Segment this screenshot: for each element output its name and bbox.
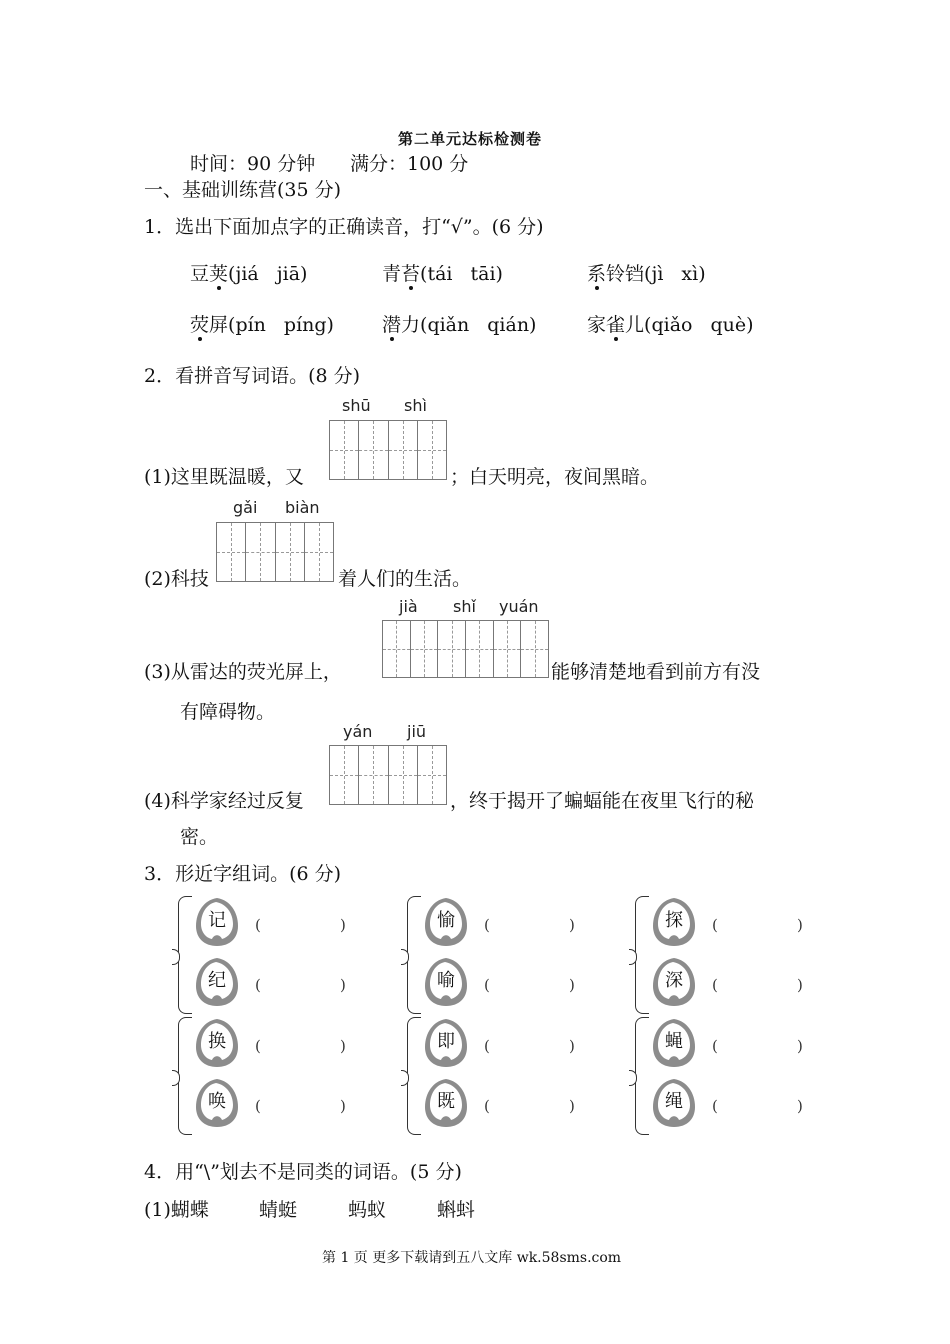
tianzi-grid[interactable]	[216, 522, 334, 582]
peach-character	[649, 1015, 699, 1071]
q2-sentence-cont: 密。	[180, 826, 219, 848]
answer-blank-close[interactable]: )	[340, 1037, 346, 1055]
full-score: 满分：100 分	[350, 153, 469, 175]
page-title: 第二单元达标检测卷	[398, 130, 543, 148]
peach-character	[649, 954, 699, 1010]
answer-blank-open[interactable]: (	[712, 976, 718, 994]
pinyin: jiū	[407, 722, 427, 741]
peach-character	[192, 954, 242, 1010]
answer-blank-open[interactable]: (	[712, 1037, 718, 1055]
q1-item: 系铃铛(jì xì)	[587, 263, 706, 285]
answer-blank-open[interactable]: (	[484, 1097, 490, 1115]
character-label: 愉	[437, 910, 455, 931]
peach-character	[192, 1015, 242, 1071]
answer-blank-close[interactable]: )	[340, 1097, 346, 1115]
peach-character	[421, 894, 471, 950]
pinyin: biàn	[285, 498, 320, 517]
group-bracket	[178, 896, 192, 1014]
answer-blank-close[interactable]: )	[569, 916, 575, 934]
answer-blank-open[interactable]: (	[255, 1037, 261, 1055]
peach-character	[649, 1075, 699, 1131]
character-label: 探	[665, 910, 683, 931]
pinyin: yán	[343, 722, 373, 741]
q2-sentence-before: (1)这里既温暖，又	[144, 466, 304, 488]
answer-blank-open[interactable]: (	[712, 1097, 718, 1115]
answer-blank-open[interactable]: (	[255, 1097, 261, 1115]
answer-blank-open[interactable]: (	[712, 916, 718, 934]
q4-prompt: 4．用“\”划去不是同类的词语。(5 分)	[144, 1161, 462, 1183]
group-bracket	[635, 1017, 649, 1135]
answer-blank-close[interactable]: )	[569, 976, 575, 994]
q4-word[interactable]: (1)蝴蝶	[144, 1199, 209, 1221]
group-bracket	[407, 896, 421, 1014]
tianzi-grid[interactable]	[329, 745, 447, 805]
q2-sentence-before: (2)科技	[144, 568, 209, 590]
pinyin: shì	[404, 396, 427, 415]
q3-prompt: 3．形近字组词。(6 分)	[144, 863, 342, 885]
answer-blank-open[interactable]: (	[255, 916, 261, 934]
answer-blank-close[interactable]: )	[569, 1037, 575, 1055]
group-bracket	[407, 1017, 421, 1135]
character-label: 即	[437, 1031, 455, 1052]
answer-blank-close[interactable]: )	[797, 976, 803, 994]
character-label: 绳	[665, 1091, 683, 1112]
peach-character	[192, 894, 242, 950]
character-label: 蝇	[665, 1031, 683, 1052]
q2-prompt: 2．看拼音写词语。(8 分)	[144, 365, 361, 387]
pinyin: gǎi	[233, 498, 258, 517]
character-label: 深	[665, 970, 683, 991]
time-limit: 时间：90 分钟	[190, 153, 316, 175]
q2-sentence-before: (3)从雷达的荧光屏上，	[144, 661, 342, 683]
character-label: 换	[208, 1031, 226, 1052]
answer-blank-open[interactable]: (	[484, 916, 490, 934]
answer-blank-open[interactable]: (	[484, 1037, 490, 1055]
q2-sentence-before: (4)科学家经过反复	[144, 790, 304, 812]
answer-blank-open[interactable]: (	[484, 976, 490, 994]
q4-word[interactable]: 蚂蚁	[348, 1199, 387, 1221]
answer-blank-close[interactable]: )	[569, 1097, 575, 1115]
answer-blank-close[interactable]: )	[797, 1037, 803, 1055]
character-label: 喻	[437, 970, 455, 991]
q1-item: 青苔(tái tāi)	[382, 263, 503, 285]
answer-blank-close[interactable]: )	[797, 916, 803, 934]
character-label: 既	[437, 1091, 455, 1112]
q1-prompt: 1．选出下面加点字的正确读音，打“√”。(6 分)	[144, 216, 544, 238]
peach-character	[421, 1075, 471, 1131]
group-bracket	[635, 896, 649, 1014]
pinyin: shū	[342, 396, 371, 415]
tianzi-grid[interactable]	[329, 420, 447, 480]
character-label: 唤	[208, 1091, 226, 1112]
peach-character	[192, 1075, 242, 1131]
answer-blank-close[interactable]: )	[797, 1097, 803, 1115]
answer-blank-close[interactable]: )	[340, 916, 346, 934]
q2-sentence-after: ，终于揭开了蝙蝠能在夜里飞行的秘	[450, 790, 755, 812]
q2-sentence-after: 能够清楚地看到前方有没	[551, 661, 761, 683]
q1-item: 潜力(qiǎn qián)	[382, 314, 537, 336]
page-footer: 第 1 页 更多下载请到五八文库 wk.58sms.com	[322, 1250, 622, 1266]
q4-word[interactable]: 蝌蚪	[437, 1199, 476, 1221]
pinyin: shǐ	[453, 597, 476, 616]
answer-blank-close[interactable]: )	[340, 976, 346, 994]
peach-character	[421, 1015, 471, 1071]
section-heading: 一、基础训练营(35 分)	[144, 179, 342, 201]
character-label: 记	[208, 910, 226, 931]
tianzi-grid[interactable]	[382, 620, 549, 678]
q1-item: 荧屏(pín píng)	[190, 314, 334, 336]
character-label: 纪	[208, 970, 226, 991]
q2-sentence-after: 着人们的生活。	[338, 568, 472, 590]
q1-item: 家雀儿(qiǎo què)	[587, 314, 754, 336]
q1-item: 豆荚(jiá jiā)	[190, 263, 308, 285]
q2-sentence-cont: 有障碍物。	[180, 701, 276, 723]
peach-character	[649, 894, 699, 950]
group-bracket	[178, 1017, 192, 1135]
q4-word[interactable]: 蜻蜓	[259, 1199, 298, 1221]
pinyin: jià	[399, 597, 418, 616]
pinyin: yuán	[499, 597, 539, 616]
answer-blank-open[interactable]: (	[255, 976, 261, 994]
q2-sentence-after: ；白天明亮，夜间黑暗。	[450, 466, 660, 488]
peach-character	[421, 954, 471, 1010]
